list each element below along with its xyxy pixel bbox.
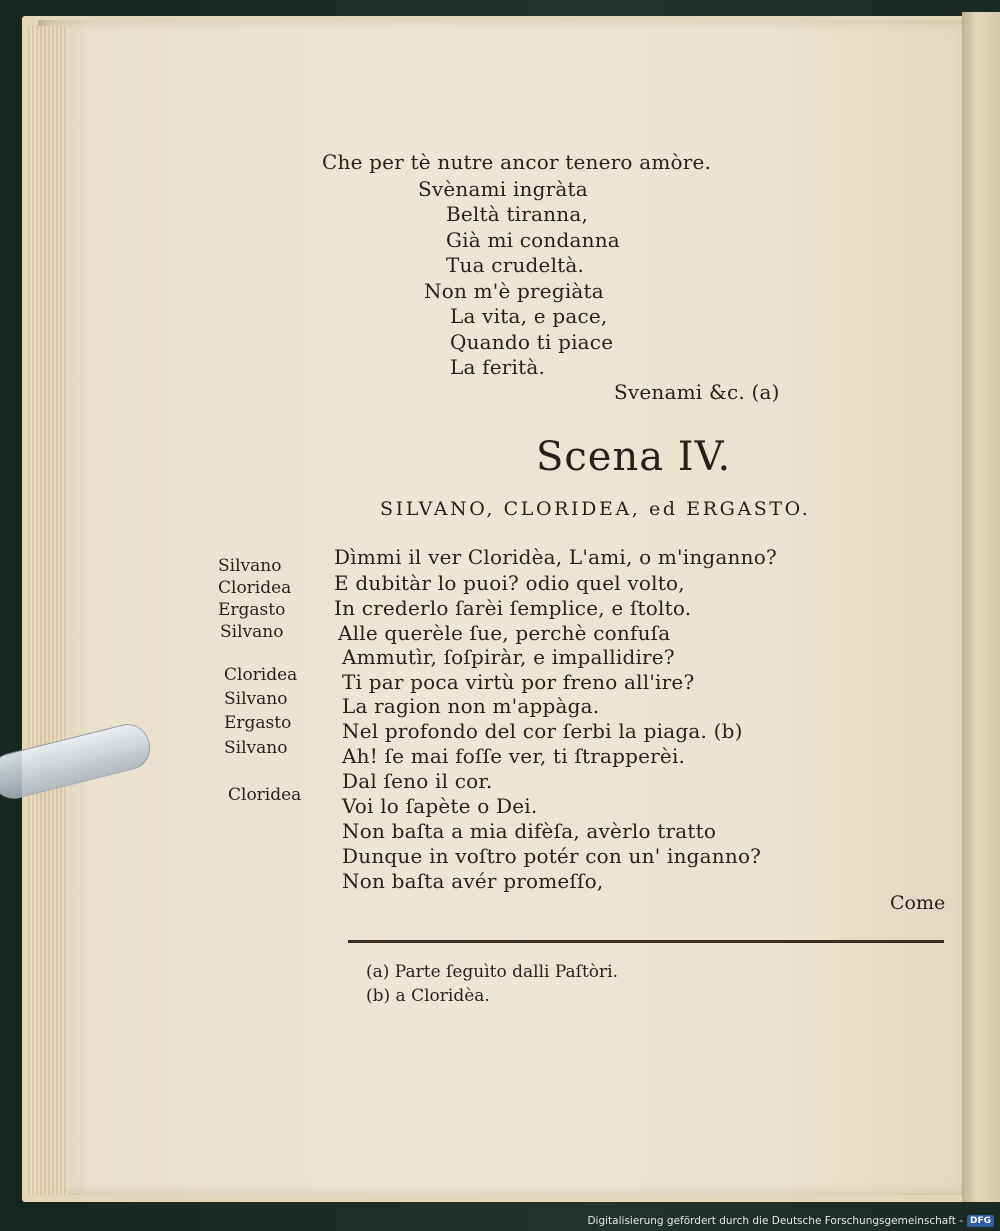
speaker-name: Cloridea bbox=[228, 785, 302, 805]
dialogue-line: Nel profondo del cor ſerbi la piaga. (b) bbox=[342, 719, 743, 743]
speaker-name: Ergasto bbox=[218, 600, 286, 620]
speaker-name: Cloridea bbox=[218, 578, 292, 598]
dialogue-line: Ti par poca virtù por freno all'ire? bbox=[342, 670, 695, 694]
facing-page-edge bbox=[962, 12, 1000, 1202]
verse-line: Beltà tiranna, bbox=[446, 202, 589, 226]
dialogue-line: Dunque in voſtro potér con un' inganno? bbox=[342, 844, 762, 868]
dialogue-line: Alle querèle ſue, perchè confuſa bbox=[338, 621, 671, 645]
footnote: (a) Parte ſeguìto dalli Paſtòri. bbox=[366, 962, 618, 982]
catchword: Come bbox=[890, 892, 946, 914]
verse-line-repeat: Svenami &c. (a) bbox=[614, 380, 780, 404]
footnote: (b) a Cloridèa. bbox=[366, 986, 490, 1006]
verse-line: La vita, e pace, bbox=[450, 304, 608, 328]
dfg-logo: DFG bbox=[967, 1215, 994, 1227]
scene-title: Scena IV. bbox=[536, 434, 732, 480]
dialogue-line: Ah! ſe mai foſſe ver, ti ſtrapperèi. bbox=[342, 744, 686, 768]
dialogue-line: In crederlo ſarèi ſemplice, e ſtolto. bbox=[334, 596, 692, 620]
speaker-name: Silvano bbox=[218, 556, 282, 576]
page-edges bbox=[28, 26, 68, 1196]
dialogue-line: Ammutìr, ſoſpiràr, e impallidire? bbox=[342, 645, 675, 669]
speaker-name: Silvano bbox=[224, 689, 288, 709]
verse-line: Non m'è pregiàta bbox=[424, 279, 604, 303]
verse-line: Quando ti piace bbox=[450, 330, 614, 354]
dialogue-line: Voi lo ſapète o Dei. bbox=[342, 794, 538, 818]
dialogue-line: Non baſta avér promeſſo, bbox=[342, 869, 604, 893]
digitization-footer bbox=[587, 1215, 994, 1227]
verse-line: Che per tè nutre ancor tenero amòre. bbox=[322, 150, 712, 174]
footnote-rule bbox=[348, 940, 944, 943]
speaker-name: Silvano bbox=[224, 738, 288, 758]
dialogue-line: Dal ſeno il cor. bbox=[342, 769, 493, 793]
dialogue-line: Non baſta a mia difèſa, avèrlo tratto bbox=[342, 819, 717, 843]
speaker-name: Silvano bbox=[220, 622, 284, 642]
speaker-name: Ergasto bbox=[224, 713, 292, 733]
verse-line: Svènami ingràta bbox=[418, 177, 588, 201]
speaker-name: Cloridea bbox=[224, 665, 298, 685]
dialogue-line: Dìmmi il ver Cloridèa, L'ami, o m'inganno? bbox=[334, 545, 777, 569]
verse-line: Tua crudeltà. bbox=[446, 253, 585, 277]
footer-text: Digitalisierung gefördert durch die Deutsche Forschungsgemeinschaft - bbox=[587, 1215, 963, 1227]
verse-line: La ferità. bbox=[450, 355, 546, 379]
verse-line: Già mi condanna bbox=[446, 228, 620, 252]
dialogue-line: La ragion non m'appàga. bbox=[342, 694, 600, 718]
dialogue-line: E dubitàr lo puoi? odio quel volto, bbox=[334, 571, 685, 595]
scene-cast: SILVANO, CLORIDEA, ed ERGASTO. bbox=[380, 498, 811, 520]
